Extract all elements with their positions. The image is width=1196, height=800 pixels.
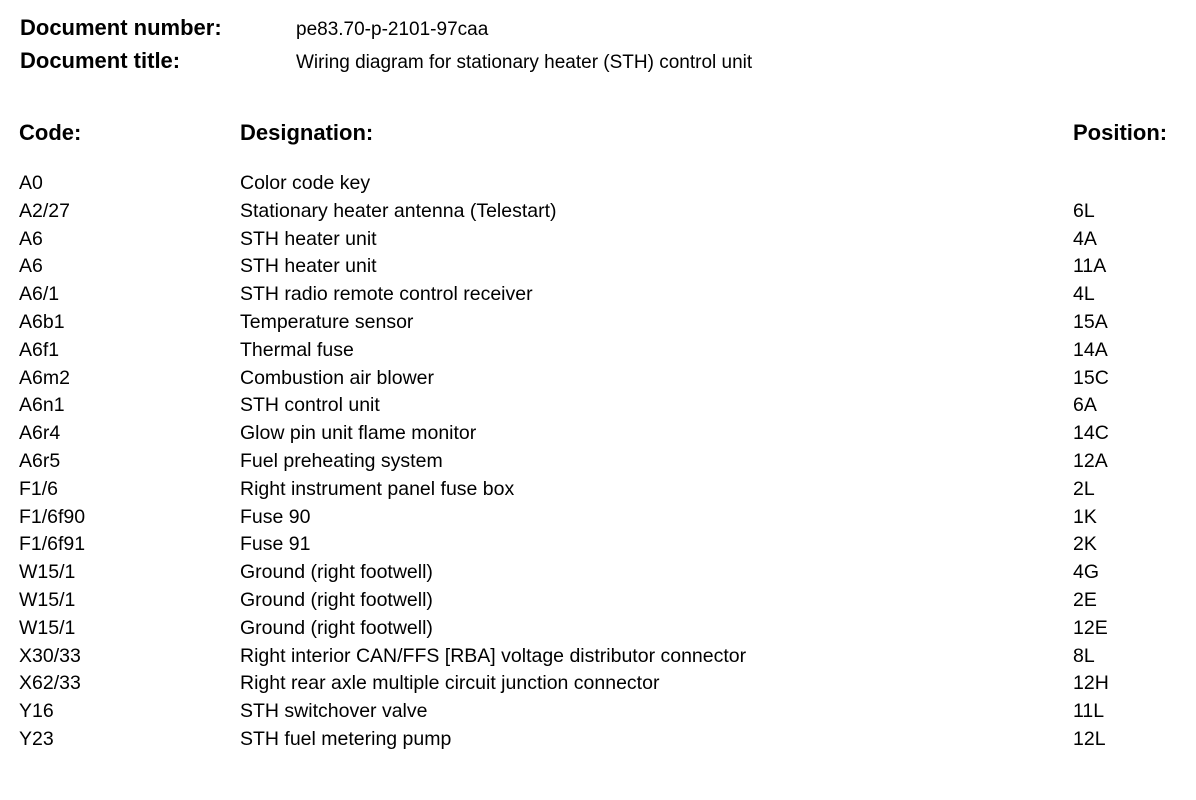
component-code: X30/33	[19, 644, 81, 667]
table-row	[0, 198, 1196, 226]
document-title-label: Document title:	[20, 48, 181, 73]
component-code: A6m2	[19, 366, 70, 389]
table-row	[0, 531, 1196, 559]
table-row	[0, 420, 1196, 448]
component-designation: Right rear axle multiple circuit junction connector	[240, 672, 660, 695]
document-number-row	[20, 15, 1170, 41]
component-position: 14A	[1073, 338, 1108, 361]
table-row	[0, 337, 1196, 365]
component-position: 14C	[1073, 422, 1109, 445]
component-designation: STH heater unit	[240, 255, 377, 278]
table-row	[0, 170, 1196, 198]
component-position: 12L	[1073, 727, 1106, 750]
table-row	[0, 615, 1196, 643]
component-designation: Combustion air blower	[240, 366, 435, 389]
component-designation: Glow pin unit flame monitor	[240, 422, 477, 445]
table-row	[0, 448, 1196, 476]
component-designation: STH heater unit	[240, 227, 377, 250]
table-row	[0, 587, 1196, 615]
table-row	[0, 309, 1196, 337]
component-code: A6r5	[19, 449, 61, 472]
component-code: F1/6f91	[19, 533, 86, 556]
component-code: A6	[19, 255, 43, 278]
component-position: 12E	[1073, 616, 1108, 639]
component-code: A0	[19, 172, 43, 194]
component-position: 15A	[1073, 310, 1108, 333]
component-table	[0, 170, 1196, 754]
table-row	[0, 726, 1196, 754]
document-title-value: Wiring diagram for stationary heater (STH) control unit	[296, 52, 753, 73]
component-designation: STH switchover valve	[240, 700, 428, 723]
component-code: A6b1	[19, 310, 65, 333]
component-position: 4G	[1073, 561, 1100, 584]
component-designation: Fuse 90	[240, 505, 311, 528]
component-designation: Ground (right footwell)	[240, 616, 433, 639]
component-designation: Color code key	[240, 172, 371, 194]
component-designation: Right interior CAN/FFS [RBA] voltage distributor connector	[240, 644, 747, 667]
component-position: 6L	[1073, 199, 1095, 222]
component-code: F1/6f90	[19, 505, 86, 528]
component-position: 15C	[1073, 366, 1109, 389]
component-designation: Ground (right footwell)	[240, 588, 433, 611]
component-designation: Right instrument panel fuse box	[240, 477, 515, 500]
table-row	[0, 670, 1196, 698]
component-position: 12A	[1073, 449, 1108, 472]
table-row	[0, 559, 1196, 587]
component-code: A6	[19, 227, 43, 250]
component-position: 11A	[1073, 255, 1107, 278]
table-row	[0, 365, 1196, 393]
code-column-header: Code:	[19, 120, 82, 145]
component-designation: Stationary heater antenna (Telestart)	[240, 199, 557, 222]
component-designation: STH fuel metering pump	[240, 727, 452, 750]
component-position: 12H	[1073, 672, 1109, 695]
component-designation: Ground (right footwell)	[240, 561, 433, 584]
component-position: 2L	[1073, 477, 1095, 500]
component-code: W15/1	[19, 616, 76, 639]
component-designation: Temperature sensor	[240, 310, 414, 333]
component-designation: STH radio remote control receiver	[240, 283, 533, 306]
table-row	[0, 643, 1196, 671]
component-code: A6n1	[19, 394, 65, 417]
component-code: W15/1	[19, 588, 76, 611]
component-designation: Fuse 91	[240, 533, 311, 556]
designation-column-header: Designation:	[240, 120, 374, 145]
component-position: 4L	[1073, 283, 1095, 306]
component-code: A6f1	[19, 338, 60, 361]
component-code: Y23	[19, 727, 54, 750]
component-position: 8L	[1073, 644, 1095, 667]
component-code: A2/27	[19, 199, 70, 222]
component-designation: Fuel preheating system	[240, 449, 443, 472]
component-position: 4A	[1073, 227, 1097, 250]
component-code: Y16	[19, 700, 54, 723]
table-row	[0, 504, 1196, 532]
table-row	[0, 226, 1196, 254]
document-title-row	[20, 48, 1170, 74]
component-code: A6/1	[19, 283, 60, 306]
component-position: 1K	[1073, 505, 1097, 528]
component-position: 6A	[1073, 394, 1097, 417]
document-number-value: pe83.70-p-2101-97caa	[296, 19, 489, 40]
table-row	[0, 253, 1196, 281]
component-code: W15/1	[19, 561, 76, 584]
table-row	[0, 476, 1196, 504]
table-row	[0, 698, 1196, 726]
component-position: 2E	[1073, 588, 1097, 611]
position-column-header: Position:	[1073, 120, 1168, 145]
document-number-label: Document number:	[20, 15, 222, 40]
component-position: 2K	[1073, 533, 1097, 556]
component-code: A6r4	[19, 422, 61, 445]
table-row	[0, 281, 1196, 309]
component-position: 11L	[1073, 700, 1105, 723]
component-code: X62/33	[19, 672, 81, 695]
component-designation: Thermal fuse	[240, 338, 354, 361]
component-code: F1/6	[19, 477, 59, 500]
table-row	[0, 392, 1196, 420]
component-designation: STH control unit	[240, 394, 380, 417]
